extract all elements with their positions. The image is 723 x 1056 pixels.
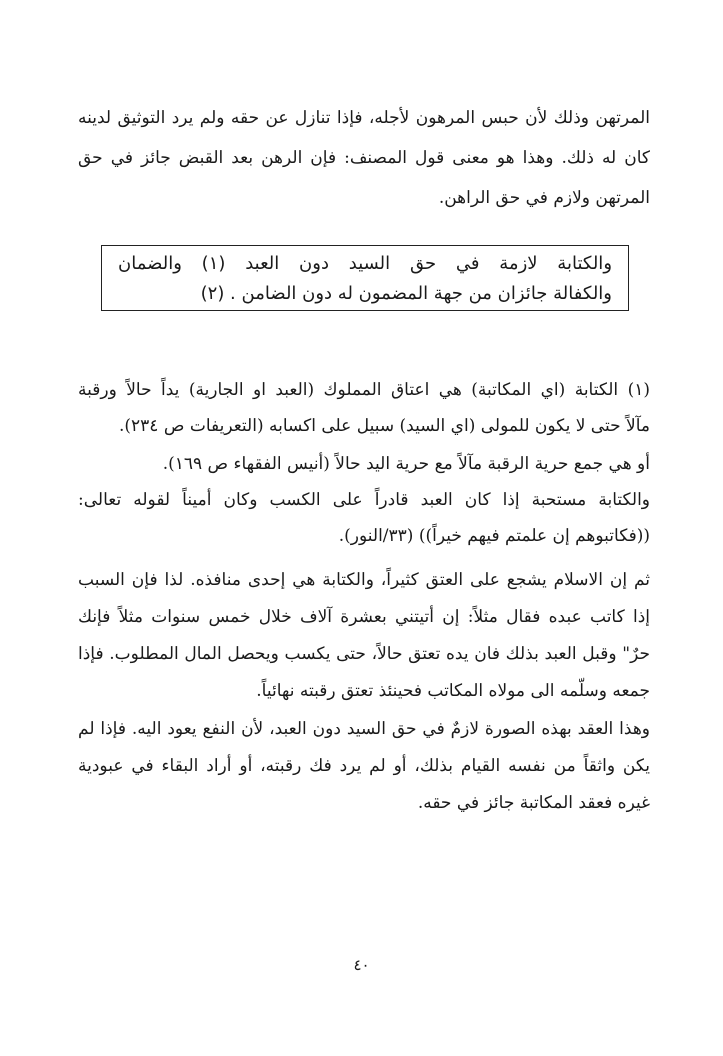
body-paragraph-3 [78, 711, 650, 822]
matn-line: والكفالة جائزان من جهة المضمون له دون الضامن . (٢) [200, 283, 612, 304]
text-line: غيره فعقد المكاتبة جائز في حقه. [417, 793, 650, 813]
footnote-2 [78, 446, 650, 554]
text-line: حرٌ" وقبل العبد بذلك فان يده تعتق حالاً، حتى يكسب ويحصل المال المطلوب. فإذا [78, 644, 650, 664]
text-line: وهذا العقد بهذه الصورة لازمٌ في حق السيد دون العبد، لأن النفع يعود اليه. فإذا لم [78, 719, 650, 739]
footnote-1 [78, 372, 650, 444]
footnote-line: والكتابة مستحبة إذا كان العبد قادراً على الكسب وكان أميناً لقوله تعالى: [78, 490, 650, 510]
body-paragraph-2 [78, 562, 650, 710]
text-line: ثم إن الاسلام يشجع على العتق كثيراً، والكتابة هي إحدى منافذه. لذا فإن السبب [78, 570, 650, 590]
footnote-line: مآلاً حتى لا يكون للمولى (اي السيد) سبيل على اكسابه (التعريفات ص ٢٣٤). [119, 416, 650, 436]
body-paragraph-1 [78, 98, 650, 218]
footnote-line: (١) الكتابة (اي المكاتبة) هي اعتاق المملوك (العبد او الجارية) يداً حالاً ورقبة [78, 380, 650, 400]
footnote-line: ((فكاتبوهم إن علمتم فيهم خيراً)) (٣٣/النور). [338, 526, 650, 546]
text-line: جمعه وسلّمه الى مولاه المكاتب فحينئذ تعتق رقبته نهائياً. [256, 681, 650, 701]
matn-text-box [101, 245, 629, 311]
footnote-line: أو هي جمع حرية الرقبة مآلاً مع حرية اليد حالاً (أنيس الفقهاء ص ١٦٩). [162, 454, 650, 474]
text-line: كان له ذلك. وهذا هو معنى قول المصنف: فإن الرهن بعد القبض جائز في حق [78, 148, 650, 168]
text-line: المرتهن وذلك لأن حبس المرهون لأجله، فإذا تنازل عن حقه ولم يرد التوثيق لدينه [78, 108, 650, 128]
text-line: إذا كاتب عبده فقال مثلاً: إن أتيتني بعشرة آلاف خلال خمس سنوات مثلاً فإنك [78, 607, 650, 627]
text-line: يكن واثقاً من نفسه القيام بذلك، أو لم يرد فك رقبته، أو أراد البقاء في عبودية [78, 756, 650, 776]
page-number: ٤٠ [353, 956, 370, 974]
text-line: المرتهن ولازم في حق الراهن. [438, 188, 650, 208]
matn-line: والكتابة لازمة في حق السيد دون العبد (١) والضمان [118, 253, 612, 274]
